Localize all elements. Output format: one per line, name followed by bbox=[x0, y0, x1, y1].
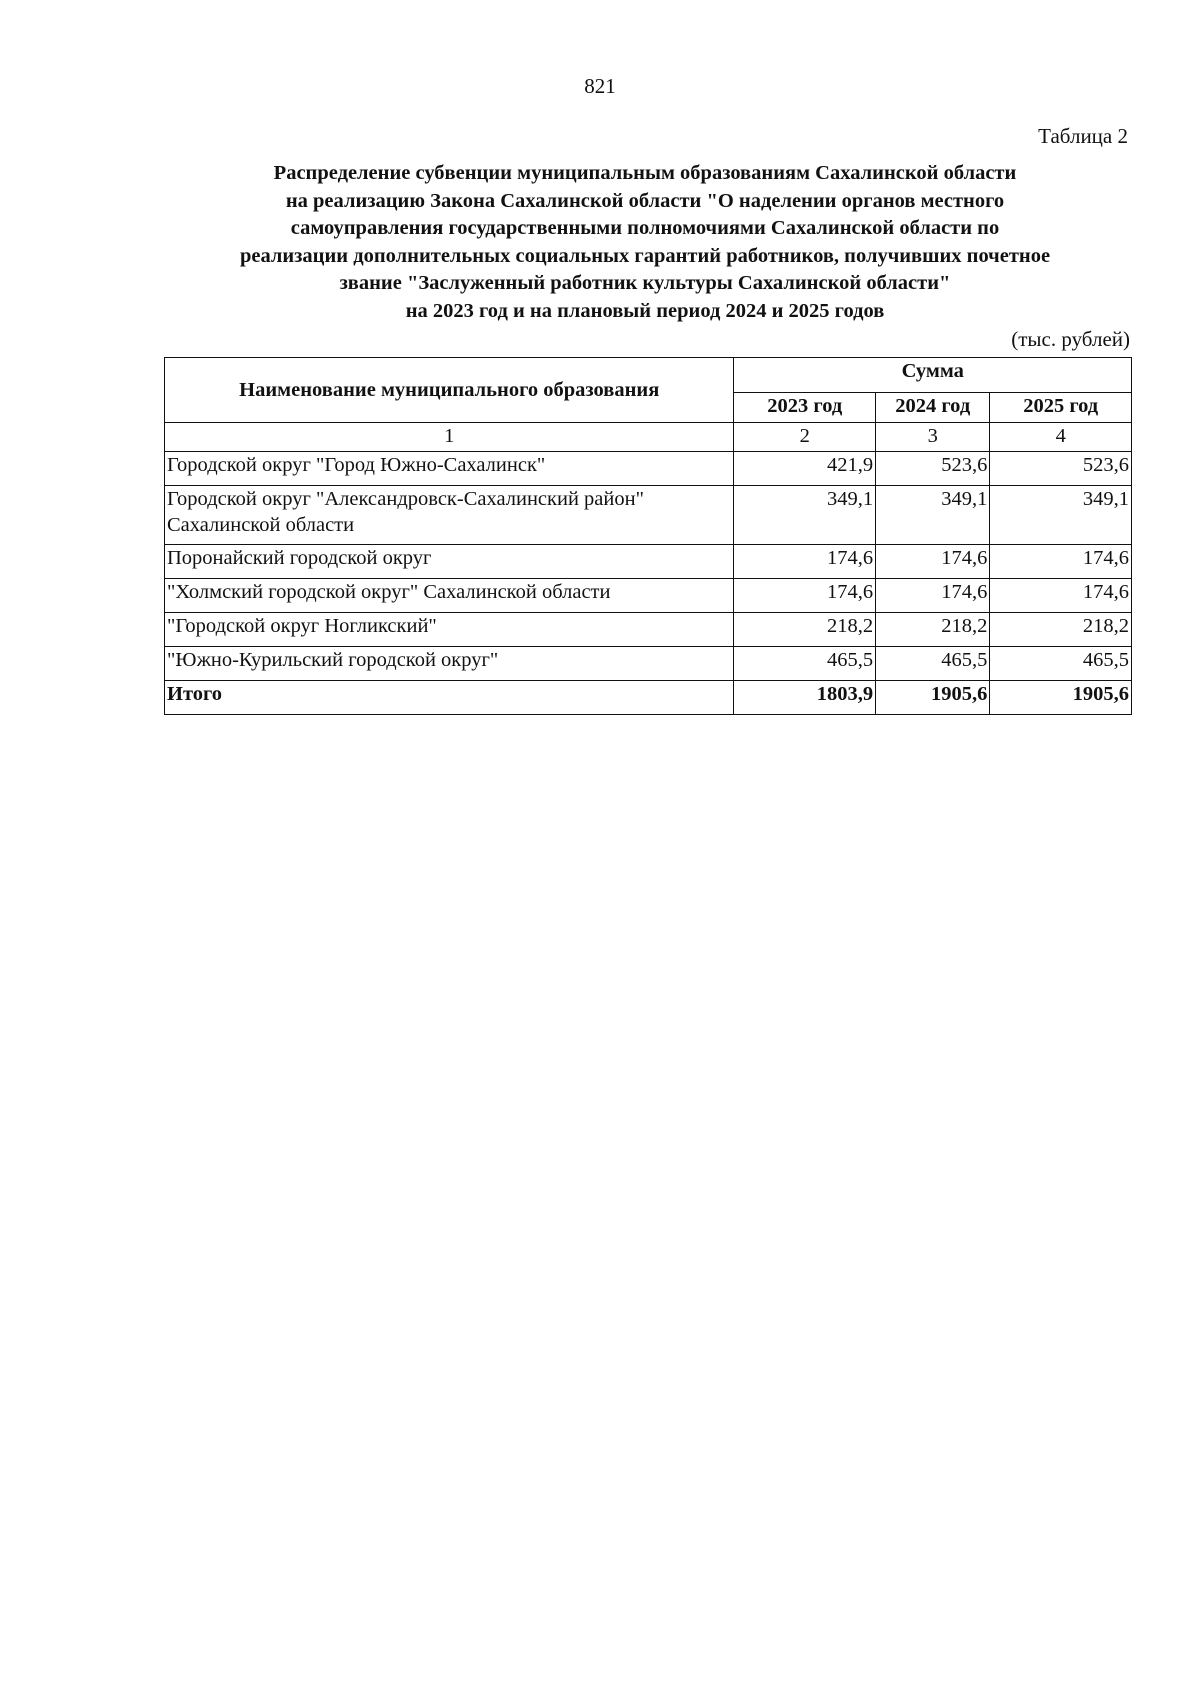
value-2024: 465,5 bbox=[876, 647, 990, 681]
value-2023: 421,9 bbox=[734, 452, 876, 486]
column-number: 2 bbox=[734, 423, 876, 452]
total-2025: 1905,6 bbox=[990, 681, 1132, 715]
municipality-name: "Городской округ Ногликский" bbox=[165, 613, 734, 647]
municipality-name: "Южно-Курильский городской округ" bbox=[165, 647, 734, 681]
value-2025: 174,6 bbox=[990, 545, 1132, 579]
value-2024: 218,2 bbox=[876, 613, 990, 647]
value-2024: 349,1 bbox=[876, 486, 990, 545]
municipality-name: Городской округ "Александровск-Сахалинский район" Сахалинской области bbox=[165, 486, 734, 545]
title-line: на 2023 год и на плановый период 2024 и 2025 годов bbox=[405, 299, 885, 322]
header-sum: Сумма bbox=[734, 358, 1132, 393]
table-row bbox=[165, 545, 1132, 579]
column-number: 4 bbox=[990, 423, 1132, 452]
document-title bbox=[150, 160, 1140, 325]
value-2023: 174,6 bbox=[734, 579, 876, 613]
subvention-table bbox=[164, 357, 1132, 715]
table-row bbox=[165, 579, 1132, 613]
title-line: на реализацию Закона Сахалинской области "О наделении органов местного bbox=[285, 189, 1005, 212]
total-2024: 1905,6 bbox=[876, 681, 990, 715]
value-2023: 349,1 bbox=[734, 486, 876, 545]
value-2024: 174,6 bbox=[876, 579, 990, 613]
title-line: реализации дополнительных социальных гарантий работников, получивших почетное bbox=[239, 244, 1051, 267]
header-year-2024: 2024 год bbox=[876, 392, 990, 422]
value-2025: 174,6 bbox=[990, 579, 1132, 613]
value-2025: 349,1 bbox=[990, 486, 1132, 545]
value-2023: 218,2 bbox=[734, 613, 876, 647]
value-2024: 523,6 bbox=[876, 452, 990, 486]
total-row bbox=[165, 681, 1132, 715]
municipality-name: "Холмский городской округ" Сахалинской области bbox=[165, 579, 734, 613]
title-line: звание "Заслуженный работник культуры Сахалинской области" bbox=[339, 272, 951, 294]
total-2023: 1803,9 bbox=[734, 681, 876, 715]
table-row bbox=[165, 613, 1132, 647]
column-number-row bbox=[165, 423, 1132, 452]
value-2023: 174,6 bbox=[734, 545, 876, 579]
value-2025: 523,6 bbox=[990, 452, 1132, 486]
column-number: 3 bbox=[876, 423, 990, 452]
total-label: Итого bbox=[165, 681, 734, 715]
table-row bbox=[165, 486, 1132, 545]
page-number: 821 bbox=[584, 74, 616, 98]
municipality-name: Городской округ "Город Южно-Сахалинск" bbox=[165, 452, 734, 486]
table-row bbox=[165, 452, 1132, 486]
value-2023: 465,5 bbox=[734, 647, 876, 681]
title-line: Распределение субвенции муниципальным образованиям Сахалинской области bbox=[273, 162, 1017, 184]
table-label: Таблица 2 bbox=[1038, 124, 1128, 148]
value-2024: 174,6 bbox=[876, 545, 990, 579]
value-2025: 465,5 bbox=[990, 647, 1132, 681]
header-year-2023: 2023 год bbox=[734, 392, 876, 422]
municipality-name: Поронайский городской округ bbox=[165, 545, 734, 579]
header-year-2025: 2025 год bbox=[990, 392, 1132, 422]
title-line: самоуправления государственными полномочиями Сахалинской области по bbox=[290, 217, 1000, 239]
units-note: (тыс. рублей) bbox=[1011, 327, 1130, 351]
table-row bbox=[165, 647, 1132, 681]
header-name: Наименование муниципального образования bbox=[165, 358, 734, 423]
value-2025: 218,2 bbox=[990, 613, 1132, 647]
column-number: 1 bbox=[165, 423, 734, 452]
